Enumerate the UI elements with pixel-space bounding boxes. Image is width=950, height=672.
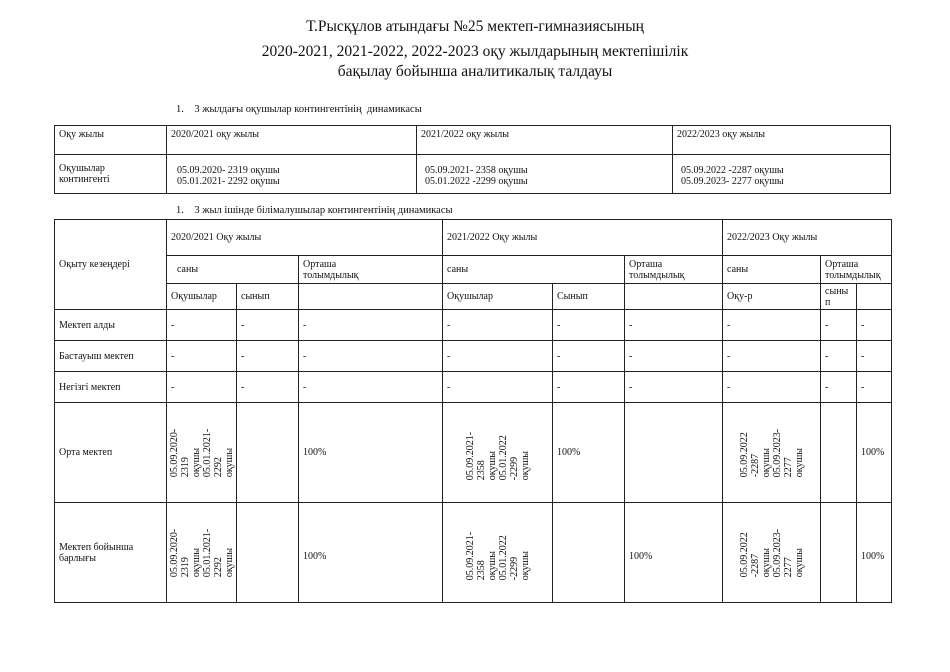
rotated-text: 05.09.2020- 2319 оқушы 05.01.2021- 2292 оқушы: [168, 428, 235, 477]
sub-header: Оқушылар: [167, 284, 237, 310]
dash-cell: -: [821, 372, 857, 403]
table-cell: [443, 503, 553, 603]
header-cell: 2020/2021 оқу жылы: [167, 126, 417, 155]
header-cell: Оқу жылы: [55, 126, 167, 155]
percent-cell: 100%: [299, 403, 443, 503]
percent-cell: 100%: [553, 403, 625, 503]
row-label: Негізгі мектеп: [55, 372, 167, 403]
sub-header: Оқушылар: [443, 284, 553, 310]
dash-cell: -: [857, 372, 892, 403]
table-cell: [443, 403, 553, 503]
table-cell: [167, 503, 237, 603]
section2-heading: 1. 3 жыл ішінде білімалушылар контингентінің динамикасы: [176, 205, 453, 216]
dash-cell: -: [553, 372, 625, 403]
empty-cell: [299, 284, 443, 310]
table-row: [55, 310, 892, 341]
header-cell: 2021/2022 оқу жылы: [417, 126, 673, 155]
rotated-text: 05.09.2022 -2287 оқушы 05.09.2023- 2277 оқушы: [738, 528, 805, 577]
sub-header: сыны п: [821, 284, 857, 310]
row-label: Мектеп алды: [55, 310, 167, 341]
dash-cell: -: [299, 310, 443, 341]
dash-cell: -: [443, 372, 553, 403]
count-header: саны: [723, 256, 821, 284]
row-label: Орта мектеп: [55, 403, 167, 503]
sub-header: Сынып: [553, 284, 625, 310]
table-cell: 05.09.2022 -2287 оқушы 05.09.2023- 2277 оқушы: [673, 155, 891, 194]
dash-cell: -: [821, 341, 857, 372]
dash-cell: -: [553, 341, 625, 372]
dash-cell: -: [723, 372, 821, 403]
table-row: [55, 341, 892, 372]
year-header: 2022/2023 Оқу жылы: [723, 220, 892, 256]
dynamics-table: [54, 219, 892, 603]
dash-cell: -: [299, 341, 443, 372]
dash-cell: -: [553, 310, 625, 341]
dash-cell: -: [237, 310, 299, 341]
sub-header: сынып: [237, 284, 299, 310]
dash-cell: -: [237, 372, 299, 403]
dash-cell: -: [443, 310, 553, 341]
avg-header: Орташа толымдылық: [299, 256, 443, 284]
table-cell: 05.09.2020- 2319 оқушы 05.01.2021- 2292 оқушы: [167, 155, 417, 194]
dash-cell: -: [723, 341, 821, 372]
year-header: 2021/2022 Оқу жылы: [443, 220, 723, 256]
percent-cell: 100%: [857, 503, 892, 603]
count-header: саны: [167, 256, 299, 284]
year-header: 2020/2021 Оқу жылы: [167, 220, 443, 256]
table-row: [55, 403, 892, 503]
rotated-text: 05.09.2021- 2358 оқушы 05.01.2022 -2299 оқушы: [464, 531, 531, 580]
dash-cell: -: [625, 341, 723, 372]
empty-cell: [553, 503, 625, 603]
dash-cell: -: [167, 341, 237, 372]
empty-cell: [237, 403, 299, 503]
percent-cell: 100%: [857, 403, 892, 503]
section1-heading: 1. 3 жылдағы оқушылар контингентінің динамикасы: [176, 104, 422, 115]
row-label: Бастауыш мектеп: [55, 341, 167, 372]
table-cell: [723, 403, 821, 503]
document-subtitle: 2020-2021, 2021-2022, 2022-2023 оқу жылдарының мектепішілік: [261, 43, 689, 60]
dash-cell: -: [443, 341, 553, 372]
dash-cell: -: [857, 341, 892, 372]
table-cell: [167, 403, 237, 503]
empty-cell: [821, 503, 857, 603]
dash-cell: -: [167, 372, 237, 403]
row-label: Мектеп бойынша барлығы: [55, 503, 167, 603]
dash-cell: -: [167, 310, 237, 341]
empty-cell: [857, 284, 892, 310]
count-header: саны: [443, 256, 625, 284]
empty-cell: [821, 403, 857, 503]
rotated-text: 05.09.2020- 2319 оқушы 05.01.2021- 2292 оқушы: [168, 528, 235, 577]
table-row: [55, 372, 892, 403]
dash-cell: -: [237, 341, 299, 372]
rotated-text: 05.09.2021- 2358 оқушы 05.01.2022 -2299 оқушы: [464, 431, 531, 480]
avg-header: Орташа толымдылық: [821, 256, 892, 284]
contingent-table: [54, 125, 891, 194]
empty-cell: [625, 403, 723, 503]
empty-cell: [237, 503, 299, 603]
sub-header: Оқу-р: [723, 284, 821, 310]
dash-cell: -: [625, 310, 723, 341]
table-cell: 05.09.2021- 2358 оқушы 05.01.2022 -2299 оқушы: [417, 155, 673, 194]
avg-header: Орташа толымдылық: [625, 256, 723, 284]
row-label: Оқушылар контингенті: [55, 155, 167, 194]
empty-cell: [625, 284, 723, 310]
table-cell: [723, 503, 821, 603]
dash-cell: -: [821, 310, 857, 341]
table-row: [55, 503, 892, 603]
percent-cell: 100%: [299, 503, 443, 603]
stage-header: Оқыту кезеңдері: [55, 220, 167, 310]
dash-cell: -: [625, 372, 723, 403]
dash-cell: -: [857, 310, 892, 341]
dash-cell: -: [299, 372, 443, 403]
rotated-text: 05.09.2022 -2287 оқушы 05.09.2023- 2277 оқушы: [738, 428, 805, 477]
document-title: Т.Рысқұлов атындағы №25 мектеп-гимназиясының: [306, 18, 644, 35]
document-subtitle-2: бақылау бойынша аналитикалық талдауы: [337, 63, 613, 80]
percent-cell: 100%: [625, 503, 723, 603]
header-cell: 2022/2023 оқу жылы: [673, 126, 891, 155]
dash-cell: -: [723, 310, 821, 341]
